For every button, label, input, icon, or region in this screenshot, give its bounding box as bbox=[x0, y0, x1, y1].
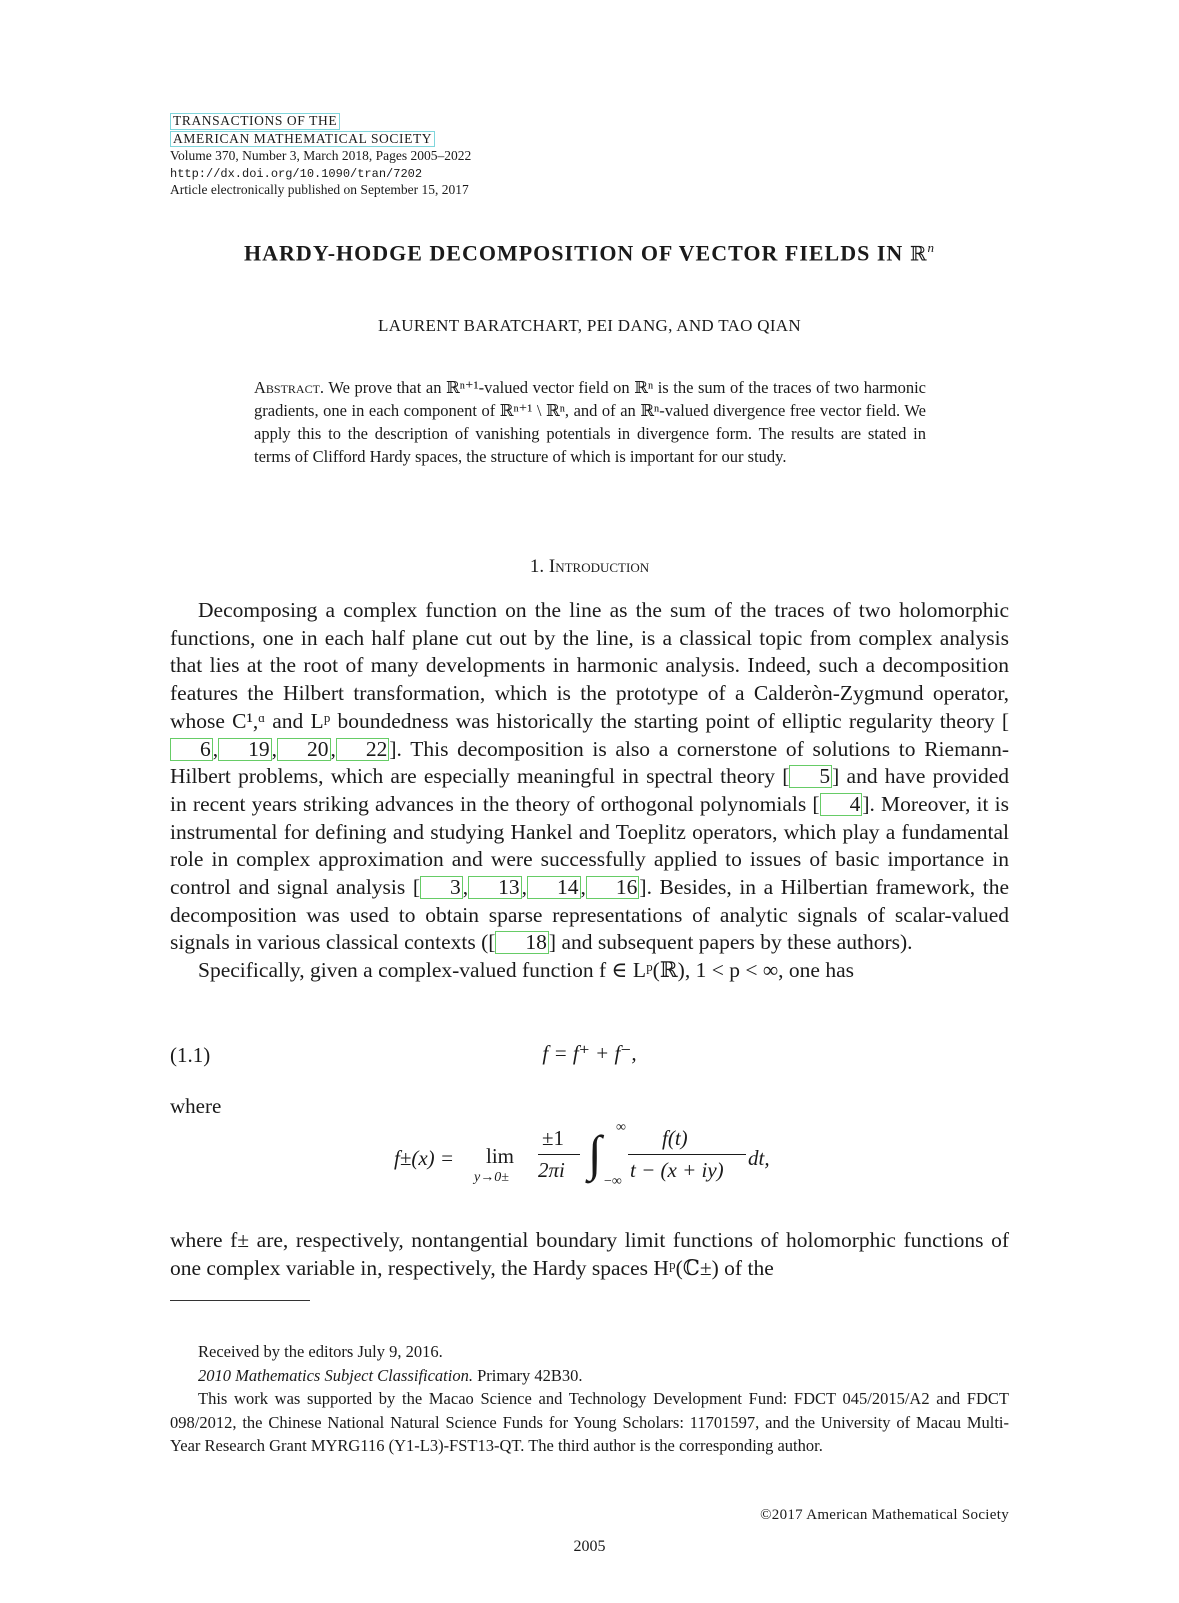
citation-link[interactable]: 5 bbox=[789, 765, 832, 788]
journal-link-line2[interactable]: AMERICAN MATHEMATICAL SOCIETY bbox=[170, 131, 435, 148]
msc-label: 2010 Mathematics Subject Classification. bbox=[198, 1365, 473, 1385]
citation-link[interactable]: 13 bbox=[468, 876, 522, 899]
section-title: Introduction bbox=[548, 556, 650, 577]
fraction-bar bbox=[538, 1154, 580, 1155]
formula-lim: lim bbox=[486, 1144, 515, 1168]
citation-link[interactable]: 6 bbox=[170, 738, 213, 761]
intro-paragraph-2: Specifically, given a complex-valued function f ∈ Lᵖ(ℝ), 1 < p < ∞, one has bbox=[198, 958, 854, 983]
funding-note: This work was supported by the Macao Science and Technology Development Fund: FDCT 045/2015/A2 and FDCT 098/2012, the Chinese National Natural Science Funds for Young Scholars: 11701597, and the University of Macau Multi-Year Research Grant MYRG116 (Y1-L3)-FST13-QT. The third author is the corresponding author. bbox=[170, 1389, 1009, 1455]
integral-sign: ∫ bbox=[588, 1125, 602, 1181]
section-number: 1. bbox=[529, 556, 545, 577]
formula-integrand-num: f(t) bbox=[662, 1126, 688, 1150]
where-label: where bbox=[170, 1094, 222, 1118]
abstract-label: Abstract. bbox=[254, 378, 325, 397]
formula-frac-num: ±1 bbox=[542, 1126, 565, 1150]
formula-frac-den: 2πi bbox=[538, 1158, 565, 1182]
received-date: Received by the editors July 9, 2016. bbox=[198, 1342, 443, 1361]
footnote-rule bbox=[170, 1300, 310, 1301]
real-numbers-symbol: ℝ bbox=[909, 241, 928, 266]
intro-text: and subsequent papers by these authors). bbox=[556, 930, 913, 955]
paper-title bbox=[0, 240, 1179, 266]
msc-value: Primary 42B30. bbox=[477, 1365, 583, 1385]
paper-title-text: HARDY-HODGE DECOMPOSITION OF VECTOR FIELDS IN bbox=[244, 240, 910, 266]
intro-text: Decomposing a complex function on the line as the sum of the traces of two holomorphic functions, one in each half plane cut out by the line, is a classical topic from complex analysis that lies at the root of many developments in harmonic analysis. Indeed, such a decomposition features the Hilbert transformation, which is the prototype of a Calderòn-Zygmund operator, whose C¹,ᵅ and Lᵖ boundedness was historically the starting point of elliptic regularity theory bbox=[170, 598, 1009, 733]
journal-link-line1[interactable]: TRANSACTIONS OF THE bbox=[170, 113, 340, 130]
page-number: 2005 bbox=[573, 1538, 606, 1555]
intro-paragraph-1: Decomposing a complex function on the line as the sum of the traces of two holomorphic functions, one in each half plane cut out by the line, is a classical topic from complex analysis that lies at the root of many developments in harmonic analysis. Indeed, such a decomposition features the Hilbert transformation, which is the prototype of a Calderòn-Zygmund operator, whose C¹,ᵅ and Lᵖ boundedness was historically the starting point of elliptic regularity theory [6, 19, 20, 22]. This decomposition is also a cornerstone of solutions to Riemann-Hilbert problems, which are especially meaningful in spectral theory [ 5] and have provided in recent years striking advances in the theory of orthogonal polynomials [ 4]. Moreover, it is instrumental for defining and studying Hankel and Toeplitz operators, which play a fundamental role in complex approximation and were successfully applied to issues of basic importance in control and signal analysis [ 3, 13, 14, 16]. Besides, in a Hilbertian framework, the decomposition was used to obtain sparse representations of analytic signals of scalar-valued signals in various classical contexts ([ 18] and subsequent papers by these authors). bbox=[170, 598, 1010, 955]
body-after-formula: where f± are, respectively, nontangential boundary limit functions of holomorphic functions of one complex variable in, respectively, the Hardy spaces Hᵖ(ℂ±) of the bbox=[170, 1228, 1009, 1280]
cauchy-integral-formula bbox=[394, 1122, 814, 1202]
citation-link[interactable]: 18 bbox=[495, 931, 549, 954]
intro-text: and have provided in recent years striking advances in the theory of orthogonal polynomials bbox=[170, 764, 1009, 816]
copyright-notice: ©2017 American Mathematical Society bbox=[760, 1507, 1009, 1523]
title-superscript: n bbox=[927, 240, 935, 255]
citation-link[interactable]: 14 bbox=[527, 876, 581, 899]
formula-integrand-den: t − (x + iy) bbox=[630, 1158, 724, 1182]
authors: LAURENT BARATCHART, PEI DANG, AND TAO QIAN bbox=[378, 316, 801, 335]
formula-int-sup: ∞ bbox=[616, 1120, 626, 1135]
integrand-bar bbox=[628, 1154, 746, 1155]
formula-lim-sub: y→0± bbox=[474, 1170, 509, 1185]
msc-classification bbox=[170, 1364, 1009, 1388]
citation-link[interactable]: 4 bbox=[820, 793, 863, 816]
equation-number: (1.1) bbox=[170, 1043, 211, 1067]
formula-int-sub: −∞ bbox=[604, 1174, 622, 1189]
volume-info: Volume 370, Number 3, March 2018, Pages 2005–2022 bbox=[170, 148, 472, 163]
intro-body bbox=[170, 597, 1009, 985]
formula-lhs: f±(x) = bbox=[394, 1146, 455, 1170]
abstract-text: We prove that an ℝⁿ⁺¹-valued vector field on ℝⁿ is the sum of the traces of two harmonic gradients, one in each component of ℝⁿ⁺¹ \ ℝⁿ, and of an ℝⁿ-valued divergence free vector field. We apply this to the description of vanishing potentials in divergence form. The results are stated in terms of Clifford Hardy spaces, the structure of which is important for our study. bbox=[254, 378, 927, 466]
intro-text: . This decomposition is also a cornerstone of solutions to Riemann-Hilbert problems, which are especially meaningful in spectral theory bbox=[170, 736, 1009, 789]
abstract bbox=[254, 376, 926, 468]
journal-header bbox=[170, 113, 471, 199]
publication-date: Article electronically published on September 15, 2017 bbox=[170, 182, 469, 197]
citation-link[interactable]: 3 bbox=[420, 876, 463, 899]
doi-link[interactable]: http://dx.doi.org/10.1090/tran/7202 bbox=[170, 166, 423, 181]
section-heading bbox=[0, 556, 1179, 578]
citation-link[interactable]: 16 bbox=[586, 876, 640, 899]
intro-text: . Moreover, it is instrumental for defining and studying Hankel and Toeplitz operators, which play a fundamental role in complex approximation and were successfully applied to issues of basic importance in control and signal analysis bbox=[170, 791, 1010, 900]
footnotes bbox=[170, 1340, 1009, 1458]
citation-link[interactable]: 20 bbox=[277, 738, 331, 761]
citation-link[interactable]: 22 bbox=[336, 738, 390, 761]
equation-body: f = f⁺ + f⁻, bbox=[542, 1041, 637, 1065]
intro-text: . Besides, in a Hilbertian framework, the decomposition was used to obtain sparse representations of analytic signals of scalar-valued signals in various classical contexts ( bbox=[170, 875, 1009, 955]
citation-link[interactable]: 19 bbox=[218, 738, 272, 761]
formula-tail: dt, bbox=[748, 1146, 770, 1170]
